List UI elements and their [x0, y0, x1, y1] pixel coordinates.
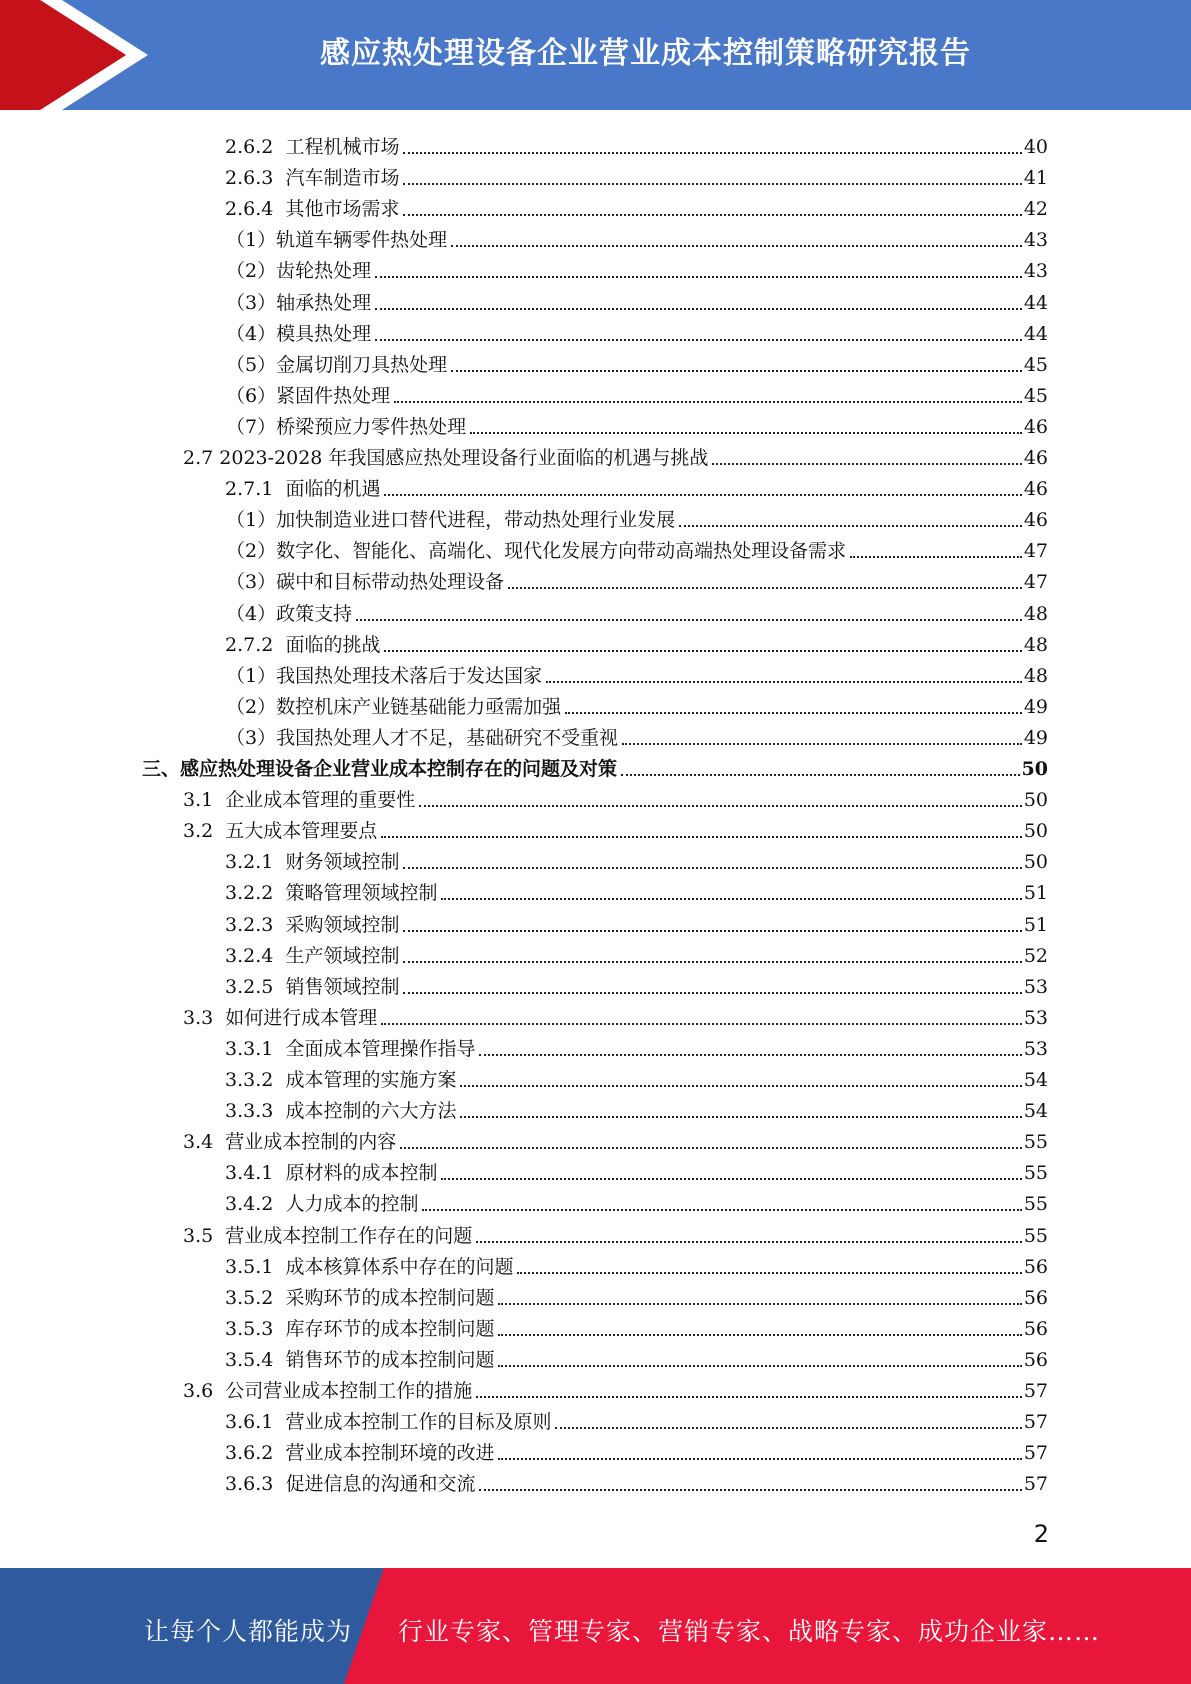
toc-dot-leader: [621, 774, 1020, 776]
toc-entry-number: （2）: [226, 695, 277, 718]
toc-entry[interactable]: [183, 812, 1048, 843]
toc-entry-title: 数字化、智能化、高端化、现代化发展方向带动高端热处理设备需求: [276, 540, 847, 563]
toc-entry-title: 营业成本控制工作的目标及原则: [285, 1411, 552, 1434]
toc-entry[interactable]: [225, 874, 1048, 905]
toc-entry-page: 43: [1023, 260, 1048, 283]
toc-dot-leader: [460, 1116, 1021, 1118]
toc-entry[interactable]: [225, 1465, 1048, 1496]
toc-entry-page: 41: [1023, 167, 1048, 190]
toc-dot-leader: [622, 743, 1022, 745]
toc-entry[interactable]: [225, 1403, 1048, 1434]
toc-entry-number: 2.6.2: [225, 136, 286, 158]
footer-slogan: 让每个人都能成为: [144, 1617, 353, 1646]
toc-entry-title: 采购环节的成本控制问题: [285, 1286, 495, 1309]
toc-entry-title: 原材料的成本控制: [285, 1162, 438, 1185]
toc-entry[interactable]: [225, 1185, 1048, 1216]
toc-entry-page: 57: [1023, 1380, 1048, 1402]
toc-entry-title: 五大成本管理要点: [225, 820, 378, 843]
toc-entry-number: 3.3.3: [225, 1100, 286, 1123]
toc-entry-title: 营业成本控制环境的改进: [285, 1442, 495, 1465]
toc-dot-leader: [375, 308, 1022, 310]
toc-entry-title: 企业成本管理的重要性: [225, 789, 416, 812]
toc-entry-title: 2023-2028 年我国感应热处理设备行业面临的机遇与挑战: [219, 447, 709, 469]
toc-entry-title: 策略管理领域控制: [285, 882, 438, 905]
toc-entry[interactable]: [225, 1061, 1048, 1092]
toc-entry-page: 56: [1023, 1286, 1048, 1309]
toc-entry[interactable]: [225, 1248, 1048, 1279]
toc-entry[interactable]: [226, 688, 1048, 719]
toc-entry[interactable]: [183, 1217, 1048, 1248]
toc-entry[interactable]: [226, 284, 1048, 315]
toc-entry-page: 44: [1023, 322, 1048, 345]
toc-entry-page: 51: [1023, 913, 1048, 936]
toc-dot-leader: [460, 1085, 1021, 1087]
toc-entry[interactable]: [225, 1310, 1048, 1341]
toc-entry-number: （3）: [226, 726, 277, 749]
toc-entry-number: 3.2: [183, 820, 226, 843]
toc-entry[interactable]: [225, 159, 1048, 190]
toc-dot-leader: [422, 1209, 1021, 1211]
toc-entry-page: 49: [1023, 695, 1048, 718]
toc-entry[interactable]: [226, 501, 1048, 532]
toc-entry-number: 3.5.4: [225, 1348, 286, 1371]
toc-dot-leader: [403, 152, 1021, 154]
toc-entry-title: 如何进行成本管理: [225, 1006, 378, 1029]
toc-dot-leader: [470, 432, 1022, 434]
toc-entry-page: 48: [1023, 633, 1048, 656]
toc-entry-page: 46: [1023, 447, 1048, 469]
toc-entry-title: 成本控制的六大方法: [285, 1100, 457, 1123]
footer-roles: 行业专家、管理专家、营销专家、战略专家、成功企业家……: [398, 1617, 1101, 1646]
toc-entry-page: 42: [1023, 198, 1048, 221]
toc-entry[interactable]: [183, 781, 1048, 812]
toc-dot-leader: [384, 494, 1021, 496]
toc-entry[interactable]: [225, 1030, 1048, 1061]
toc-entry-number: （1）: [226, 229, 277, 252]
toc-entry-page: 54: [1023, 1100, 1048, 1123]
toc-dot-leader: [403, 961, 1021, 963]
toc-entry-number: 三、: [142, 758, 181, 780]
toc-entry-title: 财务领域控制: [285, 851, 400, 874]
toc-entry[interactable]: [225, 626, 1048, 657]
toc-dot-leader: [403, 183, 1021, 185]
toc-entry-title: 工程机械市场: [285, 136, 400, 158]
toc-entry-title: 轴承热处理: [276, 291, 372, 314]
toc-entry[interactable]: [225, 1092, 1048, 1123]
toc-entry-page: 46: [1023, 509, 1048, 532]
toc-entry-title: 感应热处理设备企业营业成本控制存在的问题及对策: [180, 758, 618, 780]
toc-entry-title: 采购领域控制: [285, 913, 400, 936]
toc-entry-number: 3.2.4: [225, 944, 286, 967]
toc-entry-number: 3.2.1: [225, 851, 286, 874]
toc-entry-number: 3.5: [183, 1224, 226, 1247]
toc-entry-page: 55: [1023, 1193, 1048, 1216]
toc-entry-page: 56: [1023, 1255, 1048, 1278]
toc-entry-page: 53: [1023, 1037, 1048, 1060]
toc-entry-page: 55: [1023, 1224, 1048, 1247]
toc-entry-page: 50: [1021, 758, 1048, 780]
toc-entry-page: 55: [1023, 1162, 1048, 1185]
toc-dot-leader: [403, 214, 1021, 216]
toc-dot-leader: [498, 1303, 1021, 1305]
toc-entry-page: 48: [1023, 664, 1048, 687]
toc-entry[interactable]: [183, 439, 1048, 470]
toc-dot-leader: [555, 1427, 1021, 1429]
toc-dot-leader: [679, 525, 1022, 527]
toc-entry-number: （3）: [226, 291, 277, 314]
toc-entry-title: 全面成本管理操作指导: [285, 1037, 476, 1060]
toc-entry-page: 51: [1023, 882, 1048, 905]
toc-entry-title: 生产领域控制: [285, 944, 400, 967]
toc-dot-leader: [381, 836, 1022, 838]
toc-entry-title: 汽车制造市场: [285, 167, 400, 190]
toc-entry[interactable]: [226, 346, 1048, 377]
toc-entry[interactable]: [183, 1372, 1048, 1403]
toc-dot-leader: [498, 1458, 1021, 1460]
toc-dot-leader: [384, 650, 1021, 652]
toc-entry-number: 3.5.1: [225, 1255, 286, 1278]
toc-entry-page: 54: [1023, 1069, 1048, 1091]
toc-entry-number: （5）: [226, 353, 277, 376]
toc-entry-page: 53: [1023, 975, 1048, 998]
toc-entry-number: （7）: [226, 415, 277, 438]
toc-dot-leader: [356, 619, 1022, 621]
page-footer: [0, 1568, 1191, 1684]
toc-entry[interactable]: [225, 128, 1048, 159]
toc-dot-leader: [508, 587, 1022, 589]
toc-entry-title: 政策支持: [276, 602, 353, 625]
toc-entry[interactable]: [226, 315, 1048, 346]
toc-entry-number: 3.6.3: [225, 1473, 286, 1496]
toc-entry-title: 加快制造业进口替代进程，带动热处理行业发展: [276, 509, 676, 532]
toc-dot-leader: [394, 401, 1022, 403]
toc-entry-number: 3.6.2: [225, 1442, 286, 1465]
toc-entry-number: （1）: [226, 664, 277, 687]
toc-entry-page: 45: [1023, 384, 1048, 407]
toc-entry-title: 公司营业成本控制工作的措施: [225, 1380, 473, 1402]
toc-entry-title: 轨道车辆零件热处理: [276, 229, 448, 252]
toc-entry-page: 57: [1023, 1473, 1048, 1496]
toc-entry-page: 52: [1023, 944, 1048, 967]
toc-entry-number: （1）: [226, 509, 277, 532]
toc-entry[interactable]: [225, 968, 1048, 999]
toc-entry-number: （6）: [226, 384, 277, 407]
toc-entry-title: 其他市场需求: [285, 198, 400, 221]
toc-entry-number: （2）: [226, 260, 277, 283]
toc-dot-leader: [451, 245, 1022, 247]
toc-dot-leader: [712, 463, 1021, 465]
toc-dot-leader: [479, 1054, 1021, 1056]
toc-entry-page: 56: [1023, 1348, 1048, 1371]
toc-entry[interactable]: [226, 408, 1048, 439]
toc-entry-title: 金属切削刀具热处理: [276, 353, 448, 376]
toc-dot-leader: [476, 1241, 1022, 1243]
toc-entry-title: 成本核算体系中存在的问题: [285, 1255, 514, 1278]
toc-entry[interactable]: [226, 563, 1048, 594]
toc-entry-number: 2.7: [183, 447, 220, 469]
toc-dot-leader: [565, 712, 1022, 714]
toc-entry[interactable]: [226, 532, 1048, 563]
toc-dot-leader: [400, 1147, 1022, 1149]
toc-entry-number: 3.6.1: [225, 1411, 286, 1434]
toc-dot-leader: [850, 556, 1022, 558]
toc-entry-number: 2.7.1: [225, 478, 286, 501]
toc-entry[interactable]: [226, 221, 1048, 252]
toc-dot-leader: [381, 1023, 1022, 1025]
toc-entry-number: 2.7.2: [225, 633, 286, 656]
toc-entry[interactable]: [225, 843, 1048, 874]
toc-dot-leader: [479, 1489, 1021, 1491]
toc-entry-page: 57: [1023, 1411, 1048, 1434]
toc-entry[interactable]: [226, 595, 1048, 626]
toc-entry-title: 数控机床产业链基础能力亟需加强: [276, 695, 562, 718]
toc-entry-title: 我国热处理技术落后于发达国家: [276, 664, 543, 687]
toc-dot-leader: [375, 276, 1022, 278]
toc-entry-title: 销售环节的成本控制问题: [285, 1348, 495, 1371]
toc-entry-title: 库存环节的成本控制问题: [285, 1317, 495, 1340]
toc-entry[interactable]: [225, 1341, 1048, 1372]
toc-entry-title: 紧固件热处理: [276, 384, 391, 407]
toc-dot-leader: [375, 339, 1022, 341]
toc-dot-leader: [476, 1396, 1022, 1398]
toc-dot-leader: [403, 992, 1021, 994]
toc-entry[interactable]: [226, 252, 1048, 283]
toc-entry-page: 50: [1023, 820, 1048, 843]
toc-entry-title: 我国热处理人才不足，基础研究不受重视: [276, 726, 619, 749]
toc-entry-page: 44: [1023, 291, 1048, 314]
toc-entry-page: 45: [1023, 353, 1048, 376]
toc-entry-number: （3）: [226, 571, 277, 594]
toc-entry-page: 57: [1023, 1442, 1048, 1465]
toc-entry-title: 成本管理的实施方案: [285, 1069, 457, 1091]
toc-entry-page: 50: [1023, 789, 1048, 812]
toc-entry-page: 47: [1023, 571, 1048, 594]
toc-entry-number: 3.5.2: [225, 1286, 286, 1309]
toc-entry[interactable]: [225, 470, 1048, 501]
toc-entry-title: 人力成本的控制: [285, 1193, 419, 1216]
toc-entry[interactable]: [225, 1279, 1048, 1310]
toc-dot-leader: [451, 370, 1022, 372]
toc-entry-number: 3.5.3: [225, 1317, 286, 1340]
toc-entry-title: 营业成本控制工作存在的问题: [225, 1224, 473, 1247]
toc-dot-leader: [403, 930, 1021, 932]
toc-dot-leader: [546, 681, 1022, 683]
toc-entry-page: 56: [1023, 1317, 1048, 1340]
toc-entry-title: 桥梁预应力零件热处理: [276, 415, 467, 438]
toc-entry[interactable]: [226, 657, 1048, 688]
toc-dot-leader: [498, 1334, 1021, 1336]
toc-dot-leader: [419, 805, 1022, 807]
toc-entry[interactable]: [225, 906, 1048, 937]
toc-entry-page: 46: [1023, 478, 1048, 501]
toc-entry-title: 模具热处理: [276, 322, 372, 345]
toc-entry[interactable]: [226, 719, 1048, 750]
toc-entry-page: 55: [1023, 1131, 1048, 1154]
toc-entry-number: （4）: [226, 602, 277, 625]
toc-dot-leader: [517, 1272, 1021, 1274]
toc-entry-page: 49: [1023, 726, 1048, 749]
toc-dot-leader: [441, 1178, 1021, 1180]
toc-entry[interactable]: [225, 937, 1048, 968]
toc-entry[interactable]: [226, 377, 1048, 408]
toc-entry-page: 48: [1023, 602, 1048, 625]
toc-entry-number: 3.2.3: [225, 913, 286, 936]
toc-entry-page: 46: [1023, 415, 1048, 438]
toc-entry-number: 3.6: [183, 1380, 226, 1402]
toc-entry-title: 销售领域控制: [285, 975, 400, 998]
toc-entry[interactable]: [225, 1434, 1048, 1465]
toc-entry-page: 43: [1023, 229, 1048, 252]
toc-entry[interactable]: [183, 1123, 1048, 1154]
toc-entry-number: 3.3: [183, 1006, 226, 1029]
page-header: [0, 0, 1191, 110]
toc-entry[interactable]: [225, 1154, 1048, 1185]
toc-entry-title: 营业成本控制的内容: [225, 1131, 397, 1154]
toc-entry[interactable]: [142, 750, 1048, 781]
toc-entry-title: 促进信息的沟通和交流: [285, 1473, 476, 1496]
toc-entry-page: 40: [1023, 136, 1048, 158]
toc-entry-number: 3.4: [183, 1131, 226, 1154]
toc-entry-page: 50: [1023, 851, 1048, 874]
toc-entry-number: （4）: [226, 322, 277, 345]
toc-dot-leader: [441, 898, 1021, 900]
toc-dot-leader: [403, 867, 1021, 869]
toc-entry-number: 2.6.4: [225, 198, 286, 221]
toc-entry-number: 3.4.1: [225, 1162, 286, 1185]
page-number: 2: [1033, 1520, 1049, 1548]
toc-entry-title: 面临的挑战: [285, 633, 381, 656]
toc-entry-number: 3.2.2: [225, 882, 286, 905]
toc-entry-number: 2.6.3: [225, 167, 286, 190]
toc-entry-number: 3.1: [183, 789, 226, 812]
toc-entry[interactable]: [225, 190, 1048, 221]
toc-entry-page: 53: [1023, 1006, 1048, 1029]
toc-entry-number: 3.4.2: [225, 1193, 286, 1216]
toc-dot-leader: [498, 1365, 1021, 1367]
report-title: 感应热处理设备企业营业成本控制策略研究报告: [320, 36, 971, 71]
toc-entry-number: 3.3.1: [225, 1037, 286, 1060]
toc-entry-number: （2）: [226, 540, 277, 563]
toc-entry[interactable]: [183, 999, 1048, 1030]
toc-entry-title: 面临的机遇: [285, 478, 381, 501]
toc-entry-number: 3.2.5: [225, 975, 286, 998]
toc-entry-page: 47: [1023, 540, 1048, 563]
toc-entry-title: 齿轮热处理: [276, 260, 372, 283]
toc-entry-number: 3.3.2: [225, 1069, 286, 1091]
toc-entry-title: 碳中和目标带动热处理设备: [276, 571, 505, 594]
